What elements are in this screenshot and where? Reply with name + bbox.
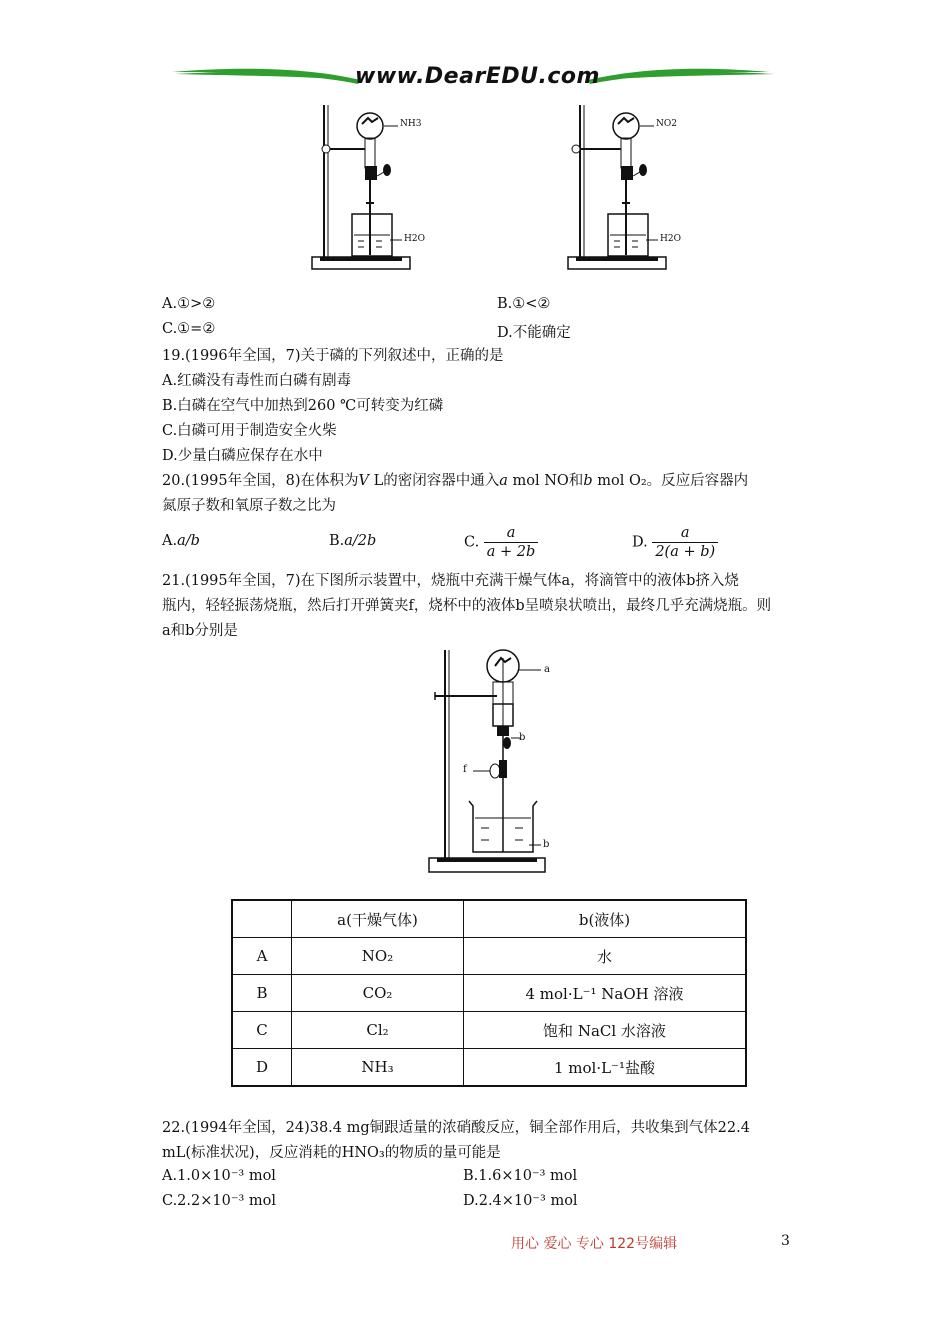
figure-3-label-f: f [463,764,467,775]
q20-option-b: B.a/2b [329,533,377,549]
table-row [232,938,746,975]
figure-2-gas-label: NO2 [656,119,677,129]
q20-stem-line-1: 20.(1995年全国，8)在体积为V L的密闭容器中通入a mol NO和b mol O₂。反应后容器内 [162,473,749,489]
q19-option-a: A.红磷没有毒性而白磷有剧毒 [162,373,352,389]
table-cell: NO₂ [292,938,464,975]
table-cell: C [232,1012,292,1049]
q22-stem-line-2: mL(标准状况)，反应消耗的HNO₃的物质的量可能是 [162,1145,501,1161]
q20-option-a: A.a/b [162,533,200,549]
figure-1-liquid-label: H2O [404,234,425,244]
q18-option-c: C.①=② [162,321,216,337]
table-header-row [232,900,746,938]
q22-option-a: A.1.0×10⁻³ mol [162,1168,276,1184]
q21-stem-line-2: 瓶内，轻轻振荡烧瓶，然后打开弹簧夹f，烧杯中的液体b呈喷泉状喷出，最终几乎充满烧瓶。则 [162,598,772,614]
logo-text[interactable]: www.DearEDU.com [355,64,600,89]
q22-option-b: B.1.6×10⁻³ mol [463,1168,578,1184]
table-row [232,975,746,1012]
q20-stem-line-2: 氮原子数和氧原子数之比为 [162,498,336,514]
table-cell: 4 mol·L⁻¹ NaOH 溶液 [464,975,747,1012]
table-cell: D [232,1049,292,1087]
q19-option-d: D.少量白磷应保存在水中 [162,448,323,464]
table-cell: B [232,975,292,1012]
table-cell: 水 [464,938,747,975]
table-cell: 1 mol·L⁻¹盐酸 [464,1049,747,1087]
figure-2-liquid-label: H2O [660,234,681,244]
q22-option-d: D.2.4×10⁻³ mol [463,1193,578,1209]
table-cell: A [232,938,292,975]
q20-option-d-fraction: $\frac{a}{2(a + b)}$ [652,524,718,561]
table-header-cell: b(液体) [464,900,747,938]
q19-option-b: B.白磷在空气中加热到260 ℃可转变为红磷 [162,398,444,414]
q20-option-c: C. $\frac{a}{a + 2b}$ [464,524,538,561]
q21-stem-line-3: a和b分别是 [162,623,238,639]
q21-stem-line-1: 21.(1995年全国，7)在下图所示装置中，烧瓶中充满干燥气体a，将滴管中的液体b挤入烧 [162,573,739,589]
table-cell: NH₃ [292,1049,464,1087]
figure-3-label-a: a [544,664,550,675]
footer-note: 用心 爱心 专心 122号编辑 [511,1236,678,1252]
q22-option-c: C.2.2×10⁻³ mol [162,1193,277,1209]
q20-option-c-fraction: $\frac{a}{a + 2b}$ [484,524,539,561]
q20-option-d: D. $\frac{a}{2(a + b)}$ [632,524,718,561]
figure-1-gas-label: NH3 [400,119,422,129]
q19-stem: 19.(1996年全国，7)关于磷的下列叙述中，正确的是 [162,348,504,364]
page-number: 3 [781,1233,790,1249]
table-cell: 饱和 NaCl 水溶液 [464,1012,747,1049]
table-header-cell: a(干燥气体) [292,900,464,938]
table-cell: Cl₂ [292,1012,464,1049]
q19-option-c: C.白磷可用于制造安全火柴 [162,423,337,439]
q18-option-d: D.不能确定 [497,325,571,341]
table-header-cell [232,900,292,938]
figure-3-label-b-beaker: b [543,839,550,850]
q18-option-b: B.①<② [497,296,551,312]
table-row [232,1012,746,1049]
figure-3-label-b-dropper: b [519,732,526,743]
header-logo [170,62,780,98]
table-cell: CO₂ [292,975,464,1012]
q21-answer-table [231,899,747,1087]
table-row [232,1049,746,1087]
q18-option-a: A.①>② [162,296,216,312]
q22-stem-line-1: 22.(1994年全国，24)38.4 mg铜跟适量的浓硝酸反应，铜全部作用后，共收集到气体22.4 [162,1120,750,1136]
